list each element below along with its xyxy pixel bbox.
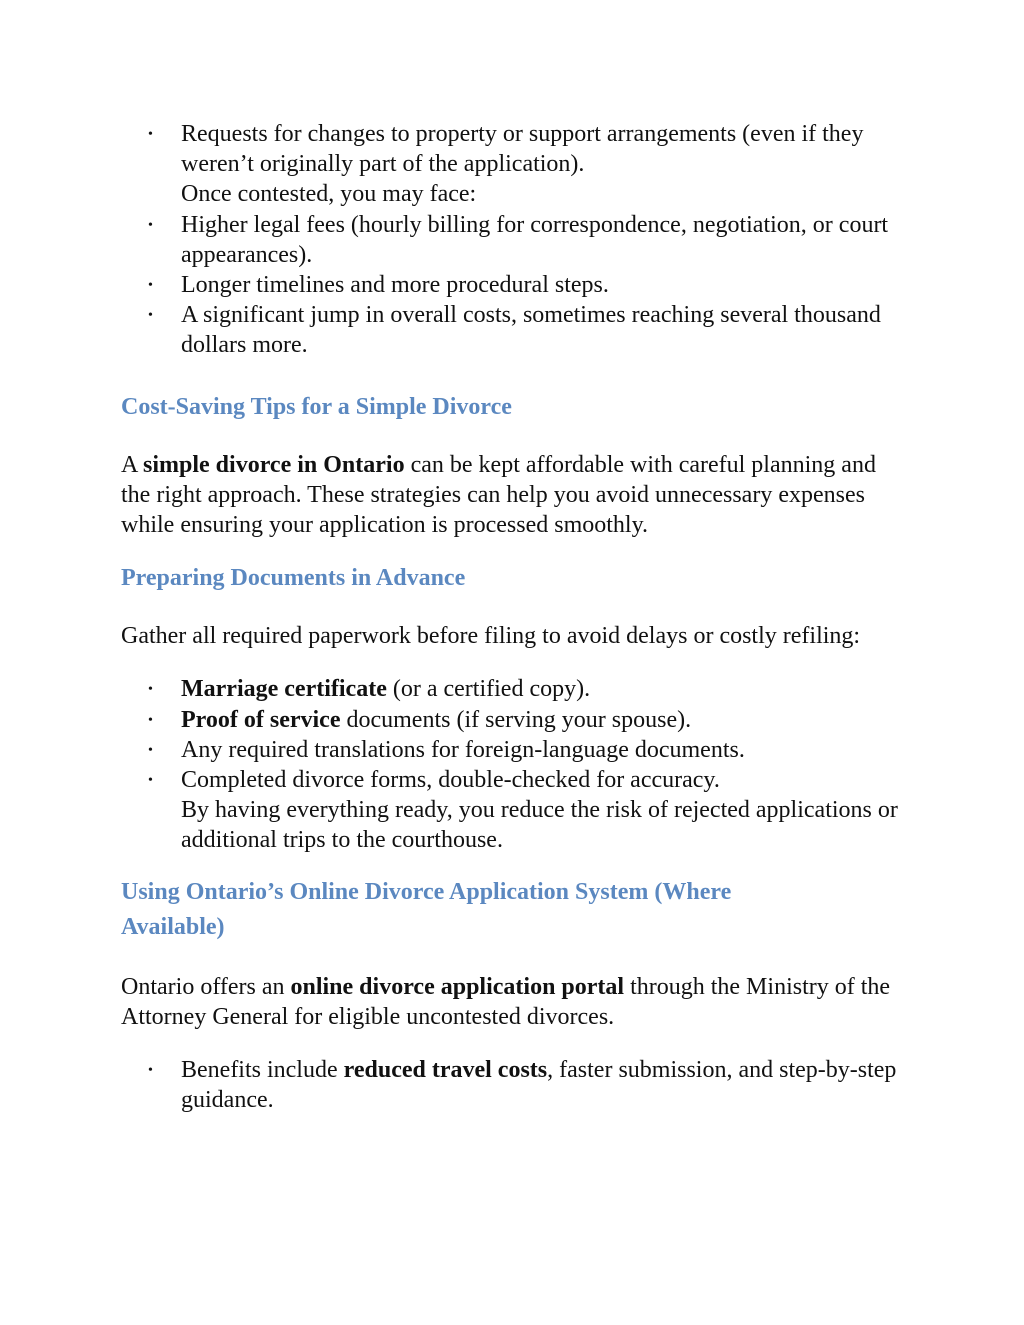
section-heading-preparing-documents: Preparing Documents in Advance xyxy=(121,565,466,592)
list-item xyxy=(148,300,901,360)
para-text: can be kept affordable with careful planning and the right approach. These strategies can help you avoid unnecessary expenses while ensuring your application is processed smoothly. xyxy=(121,451,876,539)
list-item-bold-text: reduced travel costs xyxy=(343,1057,548,1084)
para-text: Ontario offers an xyxy=(121,973,291,1000)
list-item-bold-text: Proof of service xyxy=(181,706,341,733)
contest-consequences-list xyxy=(121,119,901,361)
list-item xyxy=(148,270,901,300)
section-paragraph: Gather all required paperwork before filing to avoid delays or costly refiling: xyxy=(121,623,861,650)
bullet-icon: • xyxy=(148,773,153,789)
section-paragraph xyxy=(121,972,901,1032)
benefits-list xyxy=(121,1055,901,1115)
document-page xyxy=(121,119,901,1115)
list-item-continuation: Once contested, you may face: xyxy=(181,181,477,208)
bullet-icon: • xyxy=(148,308,153,324)
bullet-icon: • xyxy=(148,742,153,758)
section-paragraph xyxy=(121,450,901,541)
para-text: through the Ministry of the Attorney General for eligible uncontested divorces. xyxy=(121,973,891,1030)
list-item xyxy=(148,735,901,765)
list-item-text: (or a certified copy). xyxy=(386,676,591,703)
bullet-icon: • xyxy=(148,127,153,142)
list-item xyxy=(148,119,901,210)
list-item-text: Requests for changes to property or support arrangements (even if they weren’t originally part of the application). xyxy=(181,121,864,178)
para-bold-text: simple divorce in Ontario xyxy=(143,451,405,478)
bullet-icon: • xyxy=(148,682,153,698)
list-item-text: Higher legal fees (hourly billing for correspondence, negotiation, or court appearances). xyxy=(181,211,889,268)
section-heading-cost-saving: Cost-Saving Tips for a Simple Divorce xyxy=(121,393,512,420)
list-item xyxy=(148,674,901,704)
list-item-text: A significant jump in overall costs, sometimes reaching several thousand dollars more. xyxy=(181,302,881,359)
list-item-text: Any required translations for foreign-language documents. xyxy=(181,736,745,763)
list-item-text: Completed divorce forms, double-checked for accuracy. xyxy=(181,767,720,794)
bullet-icon: • xyxy=(148,278,153,294)
list-item xyxy=(148,765,901,856)
section-heading-online-application: Using Ontario’s Online Divorce Application System (Where Available) xyxy=(121,878,732,940)
bullet-icon: • xyxy=(148,712,153,728)
list-item-text: Longer timelines and more procedural steps. xyxy=(181,272,609,299)
list-item-continuation: By having everything ready, you reduce the risk of rejected applications or additional trips to the courthouse. xyxy=(181,797,898,854)
documents-list xyxy=(121,674,901,855)
list-item xyxy=(148,210,901,270)
list-item-text: Benefits include xyxy=(181,1057,344,1084)
bullet-icon: • xyxy=(148,217,153,233)
bullet-icon: • xyxy=(148,1063,153,1079)
list-item-bold-text: Marriage certificate xyxy=(181,676,387,703)
list-item xyxy=(148,1055,901,1115)
para-text: A xyxy=(121,451,144,478)
list-item-text: , faster submission, and step-by-step guidance. xyxy=(181,1057,897,1114)
list-item-text: documents (if serving your spouse). xyxy=(340,706,692,733)
para-bold-text: online divorce application portal xyxy=(290,973,625,1000)
list-item xyxy=(148,705,901,735)
